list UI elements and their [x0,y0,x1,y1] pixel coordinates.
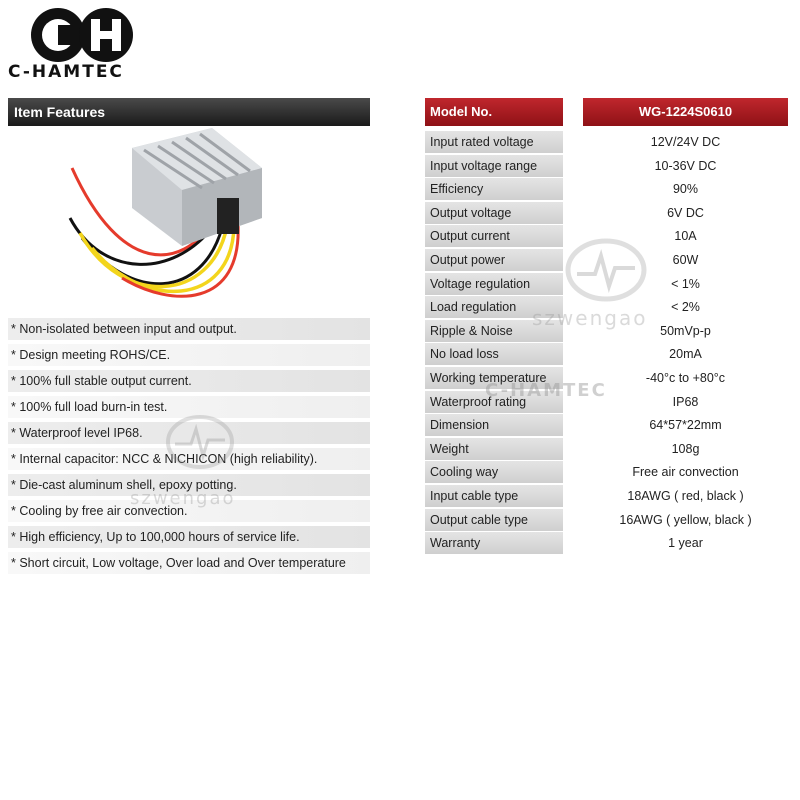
spec-key: Cooling way [425,461,563,483]
dc-converter-product-image [62,128,274,310]
spec-row [425,225,793,249]
feature-item: * 100% full stable output current. [8,370,370,392]
spec-key: Input voltage range [425,155,563,177]
spec-row [425,273,793,297]
spec-row [425,178,793,202]
spec-row [425,532,793,556]
feature-item: * Internal capacitor: NCC & NICHICON (high reliability). [8,448,370,470]
spec-value: 50mVp-p [583,320,788,342]
spec-row [425,320,793,344]
spec-key: Waterproof rating [425,391,563,413]
spec-value: 6V DC [583,202,788,224]
spec-value: Free air convection [583,461,788,483]
spec-key: Warranty [425,532,563,554]
spec-row [425,202,793,226]
feature-item: * Waterproof level IP68. [8,422,370,444]
spec-value: 90% [583,178,788,200]
spec-value: IP68 [583,391,788,413]
spec-value: -40°c to +80°c [583,367,788,389]
spec-row [425,509,793,533]
spec-value: 10A [583,225,788,247]
spec-key: Weight [425,438,563,460]
spec-value: 108g [583,438,788,460]
spec-row [425,438,793,462]
spec-key: Voltage regulation [425,273,563,295]
watermark-text: szwengao [532,306,648,330]
spec-row [425,155,793,179]
spec-value: 16AWG ( yellow, black ) [583,509,788,531]
spec-header-row [425,98,793,126]
feature-item: * Cooling by free air convection. [8,500,370,522]
spec-key: Ripple & Noise [425,320,563,342]
spec-row [425,131,793,155]
spec-row [425,367,793,391]
spec-row [425,343,793,367]
spec-value: 64*57*22mm [583,414,788,436]
spec-key: Input cable type [425,485,563,507]
spec-key: Input rated voltage [425,131,563,153]
spec-value: < 2% [583,296,788,318]
spec-row [425,461,793,485]
spec-key: Efficiency [425,178,563,200]
spec-row [425,414,793,438]
spec-key: Output current [425,225,563,247]
spec-key: Output cable type [425,509,563,531]
spec-table [425,98,793,556]
spec-value: 10-36V DC [583,155,788,177]
spec-value: 1 year [583,532,788,554]
spec-key: Output power [425,249,563,271]
feature-item: * Non-isolated between input and output. [8,318,370,340]
spec-key: Load regulation [425,296,563,318]
spec-row [425,296,793,320]
spec-value: < 1% [583,273,788,295]
watermark-text: szwengao [130,488,236,509]
spec-row [425,485,793,509]
feature-item: * Die-cast aluminum shell, epoxy potting. [8,474,370,496]
spec-value: 60W [583,249,788,271]
brand-name: C-HAMTEC [8,62,124,82]
spec-value: 20mA [583,343,788,365]
model-value: WG-1224S0610 [583,98,788,126]
feature-item: * Short circuit, Low voltage, Over load and Over temperature [8,552,370,574]
feature-item: * Design meeting ROHS/CE. [8,344,370,366]
spec-key: Output voltage [425,202,563,224]
spec-key: Working temperature [425,367,563,389]
spec-value: 18AWG ( red, black ) [583,485,788,507]
watermark-brand: C-HAMTEC [485,380,607,401]
c-h-logo-icon [28,6,138,64]
spec-key: Dimension [425,414,563,436]
features-header: Item Features [8,98,370,126]
feature-item: * 100% full load burn-in test. [8,396,370,418]
spec-value: 12V/24V DC [583,131,788,153]
feature-item: * High efficiency, Up to 100,000 hours of service life. [8,526,370,548]
model-label: Model No. [425,98,563,126]
features-list [8,318,370,578]
spec-row [425,391,793,415]
spec-row [425,249,793,273]
spec-key: No load loss [425,343,563,365]
